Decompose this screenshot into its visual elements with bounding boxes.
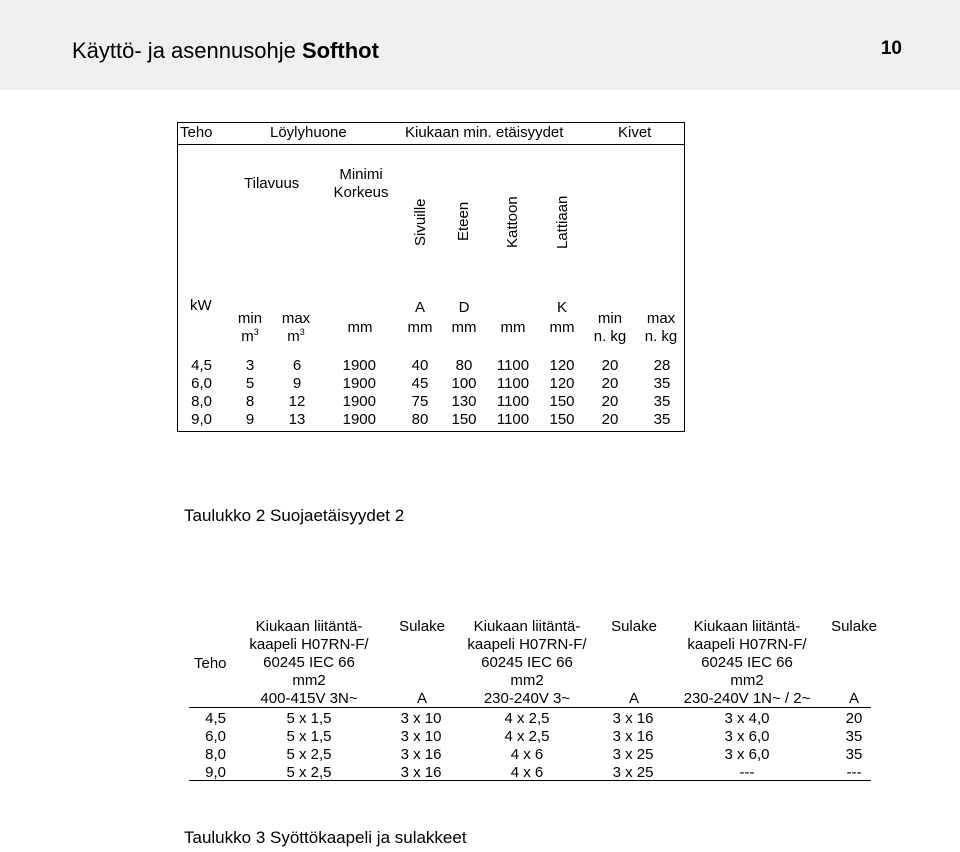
cell-fuse-400: 3 x 10	[400, 710, 442, 727]
unit-d: D	[458, 299, 470, 316]
cell-stones-max: 35	[653, 411, 671, 428]
header-sivuille: Sivuille	[412, 198, 429, 246]
cell-ceiling: 1100	[496, 411, 530, 428]
header-line: mm2	[730, 672, 764, 689]
unit-a-mm: mm	[407, 319, 433, 336]
cell-stones-max: 35	[653, 375, 671, 392]
cell-fuse-230-3: 3 x 16	[612, 710, 654, 727]
header-voltage: 400-415V 3N~	[260, 690, 358, 707]
col-fuse-230-3	[600, 710, 666, 782]
cell-min-vol: 9	[245, 411, 255, 428]
header-line: Kiukaan liitäntä-	[693, 618, 801, 635]
header-fuse-230-3-unit: A	[628, 690, 639, 707]
cell-height: 1900	[342, 375, 376, 392]
header-fuse-400: Sulake	[399, 618, 445, 635]
col-fuse-400	[388, 710, 454, 782]
cell-max-vol: 12	[288, 393, 306, 410]
header-teho: Teho	[194, 655, 227, 672]
cell-d: 150	[451, 411, 477, 428]
cell-cable-230-1: ---	[739, 764, 755, 781]
header-kiukaan-etaisyydet: Kiukaan min. etäisyydet	[405, 124, 564, 141]
cell-a: 45	[411, 375, 429, 392]
header-line: mm2	[510, 672, 544, 689]
cell-ceiling: 1100	[496, 375, 530, 392]
header-voltage: 230-240V 1N~ / 2~	[683, 690, 811, 707]
cell-fuse-230-1: 35	[845, 728, 863, 745]
header-korkeus: Korkeus	[333, 184, 389, 201]
cell-fuse-230-1: 20	[845, 710, 863, 727]
cell-ceiling: 1100	[496, 393, 530, 410]
header-line: kaapeli H07RN-F/	[687, 636, 807, 653]
col-cable-400	[264, 710, 354, 782]
cell-k: 120	[549, 375, 575, 392]
cell-teho: 4,5	[205, 710, 226, 727]
cell-stones-min: 20	[601, 411, 619, 428]
cell-cable-230-1: 3 x 6,0	[724, 746, 770, 763]
header-minimi: Minimi	[339, 166, 383, 183]
cell-d: 100	[451, 375, 477, 392]
header-line: Kiukaan liitäntä-	[473, 618, 581, 635]
header-line: kaapeli H07RN-F/	[249, 636, 369, 653]
cell-max-vol: 9	[292, 375, 302, 392]
cell-a: 40	[411, 357, 429, 374]
cell-d: 130	[451, 393, 477, 410]
cell-stones-min: 20	[601, 375, 619, 392]
cell-a: 75	[411, 393, 429, 410]
unit-max-vol: max	[281, 310, 311, 327]
unit-d-mm: mm	[451, 319, 477, 336]
header-cable-230-1	[672, 618, 822, 708]
cell-teho: 9,0	[205, 764, 226, 781]
header-fuse-230-1-unit: A	[848, 690, 859, 707]
cell-k: 150	[549, 411, 575, 428]
cell-fuse-400: 3 x 16	[400, 764, 442, 781]
unit-min-vol: min	[237, 310, 263, 327]
cell-fuse-230-3: 3 x 16	[612, 728, 654, 745]
cell-max-vol: 6	[292, 357, 302, 374]
table-border-left	[177, 122, 178, 432]
cell-fuse-230-1: ---	[846, 764, 862, 781]
cell-teho: 6,0	[205, 728, 226, 745]
table-border-top	[177, 122, 685, 123]
header-eteen: Eteen	[455, 201, 472, 241]
cell-height: 1900	[342, 357, 376, 374]
col-fuse-230-1	[824, 710, 884, 782]
cell-max-vol: 13	[288, 411, 306, 428]
cell-kw: 4,5	[191, 357, 212, 374]
col-max-vol	[284, 357, 310, 429]
header-fuse-400-unit: A	[416, 690, 427, 707]
cell-stones-min: 20	[601, 393, 619, 410]
cell-cable-230-3: 4 x 6	[510, 764, 544, 781]
cell-stones-min: 20	[601, 357, 619, 374]
unit-stones-max-kg: n. kg	[644, 328, 678, 345]
cell-a: 80	[411, 411, 429, 428]
cell-stones-max: 35	[653, 393, 671, 410]
header-cable-400	[244, 618, 374, 708]
unit-a: A	[414, 299, 425, 316]
page-number: 10	[880, 38, 902, 59]
col-cable-230-3	[482, 710, 572, 782]
header-voltage: 230-240V 3~	[483, 690, 571, 707]
header-line: mm2	[292, 672, 326, 689]
unit-stones-min: min	[597, 310, 623, 327]
header-line: Kiukaan liitäntä-	[255, 618, 363, 635]
cell-k: 120	[549, 357, 575, 374]
cell-teho: 8,0	[205, 746, 226, 763]
cell-min-vol: 3	[245, 357, 255, 374]
header-fuse-230-3: Sulake	[611, 618, 657, 635]
cell-fuse-230-3: 3 x 25	[612, 764, 654, 781]
cell-height: 1900	[342, 393, 376, 410]
col-teho	[190, 710, 226, 782]
cell-min-vol: 5	[245, 375, 255, 392]
header-line: kaapeli H07RN-F/	[467, 636, 587, 653]
col-ceiling	[493, 357, 533, 429]
cell-cable-230-3: 4 x 6	[510, 746, 544, 763]
cell-cable-230-1: 3 x 4,0	[724, 710, 770, 727]
unit-ceiling-mm: mm	[500, 319, 526, 336]
col-min-vol	[240, 357, 260, 429]
cell-cable-230-1: 3 x 6,0	[724, 728, 770, 745]
header-loylyhuone: Löylyhuone	[270, 124, 347, 141]
cell-min-vol: 8	[245, 393, 255, 410]
table-caption-3: Taulukko 3 Syöttökaapeli ja sulakkeet	[184, 828, 467, 847]
col-a	[406, 357, 434, 429]
col-stones-max	[648, 357, 676, 429]
document-title: Käyttö- ja asennusohje Softhot	[72, 38, 379, 63]
page-header	[0, 0, 960, 90]
table-border-bottom	[177, 431, 685, 432]
cell-cable-400: 5 x 2,5	[286, 764, 332, 781]
unit-min-vol-m3: $m^3$	[241, 327, 259, 345]
cell-cable-230-3: 4 x 2,5	[504, 710, 550, 727]
table-border-right	[684, 122, 685, 432]
header-kattoon: Kattoon	[504, 196, 521, 248]
header-cable-230-3	[462, 618, 592, 708]
cell-fuse-230-3: 3 x 25	[612, 746, 654, 763]
cell-cable-400: 5 x 2,5	[286, 746, 332, 763]
cell-cable-400: 5 x 1,5	[286, 728, 332, 745]
col-stones-min	[596, 357, 624, 429]
cell-kw: 6,0	[191, 375, 212, 392]
table-caption-2: Taulukko 2 Suojaetäisyydet 2	[184, 506, 405, 525]
header-kivet: Kivet	[618, 124, 652, 141]
cell-d: 80	[455, 357, 473, 374]
unit-k-mm: mm	[549, 319, 575, 336]
unit-stones-max: max	[646, 310, 676, 327]
header-line: 60245 IEC 66	[263, 654, 355, 671]
unit-max-vol-m3: $m^3$	[287, 327, 305, 345]
header-line: 60245 IEC 66	[701, 654, 793, 671]
cell-kw: 9,0	[191, 411, 212, 428]
col-kw	[180, 357, 212, 429]
cell-ceiling: 1100	[496, 357, 530, 374]
table-header-divider	[177, 144, 685, 145]
cell-k: 150	[549, 393, 575, 410]
cell-cable-230-3: 4 x 2,5	[504, 728, 550, 745]
col-height	[336, 357, 376, 429]
unit-kw: kW	[190, 297, 212, 314]
header-teho: Teho	[180, 124, 213, 141]
cell-fuse-230-1: 35	[845, 746, 863, 763]
cell-kw: 8,0	[191, 393, 212, 410]
header-tilavuus: Tilavuus	[244, 175, 300, 192]
unit-k: K	[556, 299, 567, 316]
header-line: 60245 IEC 66	[481, 654, 573, 671]
cell-height: 1900	[342, 411, 376, 428]
col-k	[546, 357, 578, 429]
cell-cable-400: 5 x 1,5	[286, 710, 332, 727]
header-fuse-230-1: Sulake	[831, 618, 877, 635]
cell-fuse-400: 3 x 10	[400, 728, 442, 745]
unit-height-mm: mm	[347, 319, 373, 336]
cell-stones-max: 28	[653, 357, 671, 374]
col-d	[448, 357, 480, 429]
unit-stones-min-kg: n. kg	[593, 328, 627, 345]
col-cable-230-1	[702, 710, 792, 782]
header-lattiaan: Lattiaan	[554, 195, 571, 249]
cell-fuse-400: 3 x 16	[400, 746, 442, 763]
